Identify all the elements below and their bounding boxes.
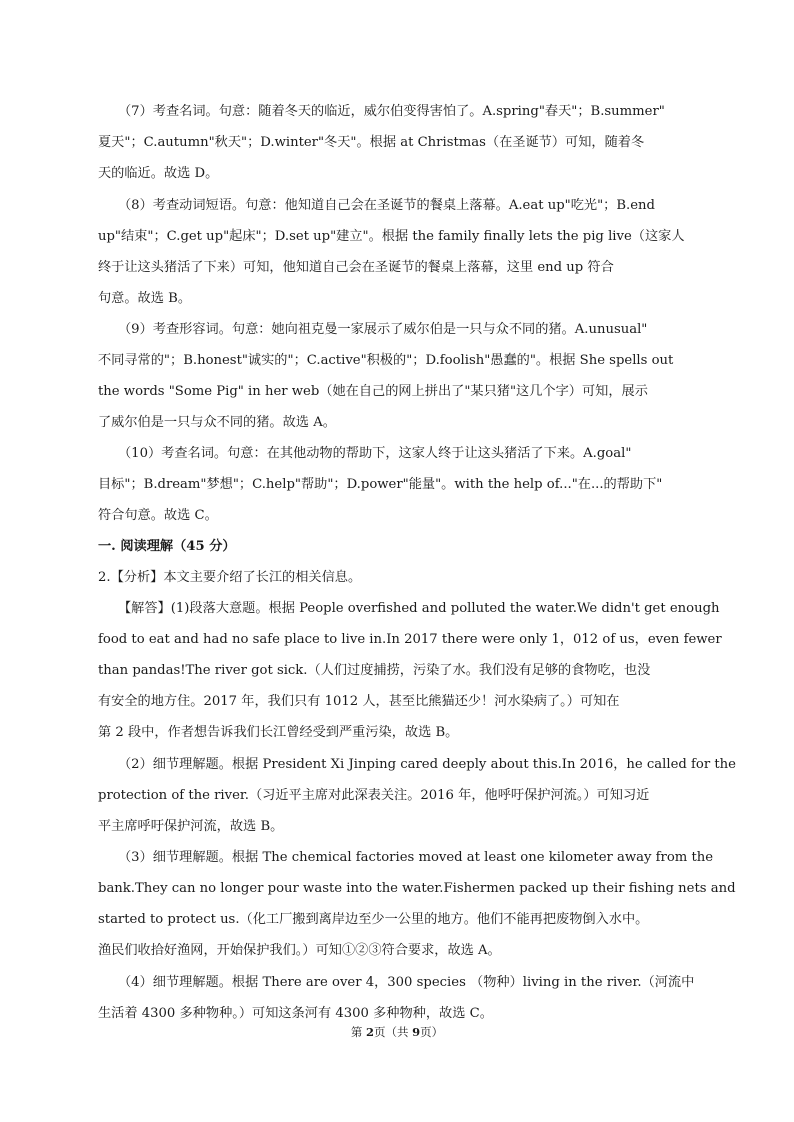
text-line-a2-3: 平主席呼吁保护河流，故选 B。 <box>98 819 284 834</box>
text-line-q8-1: （8）考查动词短语。句意：他知道自己会在圣诞节的餐桌上落幕。A.eat up"吃光"；B.end <box>118 198 655 213</box>
text-line-q9-3: the words "Some Pig" in her web（她在自己的网上拼出了"某只猪"这几个字）可知，展示 <box>98 384 648 399</box>
text-line-a2-2: protection of the river.（习近平主席对此深表关注。2016 年，他呼吁保护河流。）可知习近 <box>98 788 650 803</box>
text-line-q7-2: 夏天"；C.autumn"秋天"；D.winter"冬天"。根据 at Christmas（在圣诞节）可知，随着冬 <box>98 135 645 150</box>
text-line-a1-3: than pandas!The river got sick.（人们过度捕捞，污染了水。我们没有足够的食物吃，也没 <box>98 663 651 678</box>
footer-page-number: 2 <box>365 1025 374 1039</box>
text-line-q8-2: up"结束"；C.get up"起床"；D.set up"建立"。根据 the family finally lets the pig live（这家人 <box>98 229 685 244</box>
text-line-q7-3: 天的临近。故选 D。 <box>98 166 219 181</box>
text-line-a1-1: 【解答】(1)段落大意题。根据 People overfished and polluted the water.We didn't get enough <box>118 601 720 616</box>
text-line-a2-1: （2）细节理解题。根据 President Xi Jinping cared deeply about this.In 2016，he called for the <box>118 757 736 772</box>
footer-total-pages: 9 <box>412 1025 421 1039</box>
text-line-a3-4: 渔民们收拾好渔网，开始保护我们。）可知①②③符合要求，故选 A。 <box>98 943 501 958</box>
text-line-a4-1: （4）细节理解题。根据 There are over 4，300 species （物种）living in the river.（河流中 <box>118 975 695 990</box>
text-line-q9-1: （9）考查形容词。句意：她向祖克曼一家展示了威尔伯是一只与众不同的猪。A.unusual" <box>118 322 648 337</box>
text-line-a3-2: bank.They can no longer pour waste into the water.Fishermen packed up their fishing nets and <box>98 881 736 896</box>
text-line-a3-1: （3）细节理解题。根据 The chemical factories moved at least one kilometer away from the <box>118 850 714 865</box>
text-line-a1-2: food to eat and had no safe place to live in.In 2017 there were only 1，012 of us，even fewer <box>98 632 722 647</box>
footer-middle: 页（共 <box>374 1025 413 1039</box>
text-line-a4-2: 生活着 4300 多种物种。）可知这条河有 4300 多种物种，故选 C。 <box>98 1006 493 1021</box>
section-heading: 一. 阅读理解（45 分） <box>98 539 236 554</box>
text-line-q8-3: 终于让这头猪活了下来）可知，他知道自己会在圣诞节的餐桌上落幕，这里 end up 符合 <box>98 260 614 275</box>
page-footer <box>0 1024 794 1040</box>
text-line-q7-1: （7）考查名词。句意：随着冬天的临近，威尔伯变得害怕了。A.spring"春天"；B.summer" <box>118 104 665 119</box>
footer-suffix: 页） <box>420 1025 444 1039</box>
text-line-a1-4: 有安全的地方住。2017 年，我们只有 1012 人，甚至比熊猫还少！河水染病了。）可知在 <box>98 694 620 709</box>
text-line-q8-4: 句意。故选 B。 <box>98 291 192 306</box>
text-line-analysis: 2.【分析】本文主要介绍了长江的相关信息。 <box>98 570 362 585</box>
text-line-q10-3: 符合句意。故选 C。 <box>98 508 218 523</box>
text-line-q9-2: 不同寻常的"；B.honest"诚实的"；C.active"积极的"；D.foolish"愚蠢的"。根据 She spells out <box>98 353 674 368</box>
footer-prefix: 第 <box>350 1025 366 1039</box>
text-line-a1-5: 第 2 段中，作者想告诉我们长江曾经受到严重污染，故选 B。 <box>98 725 459 740</box>
text-line-q10-1: （10）考查名词。句意：在其他动物的帮助下，这家人终于让这头猪活了下来。A.goal" <box>118 446 632 461</box>
text-line-q9-4: 了威尔伯是一只与众不同的猪。故选 A。 <box>98 415 336 430</box>
text-line-q10-2: 目标"；B.dream"梦想"；C.help"帮助"；D.power"能量"。with the help of..."在...的帮助下" <box>98 477 663 492</box>
text-line-a3-3: started to protect us.（化工厂搬到离岸边至少一公里的地方。他们不能再把废物倒入水中。 <box>98 912 649 927</box>
